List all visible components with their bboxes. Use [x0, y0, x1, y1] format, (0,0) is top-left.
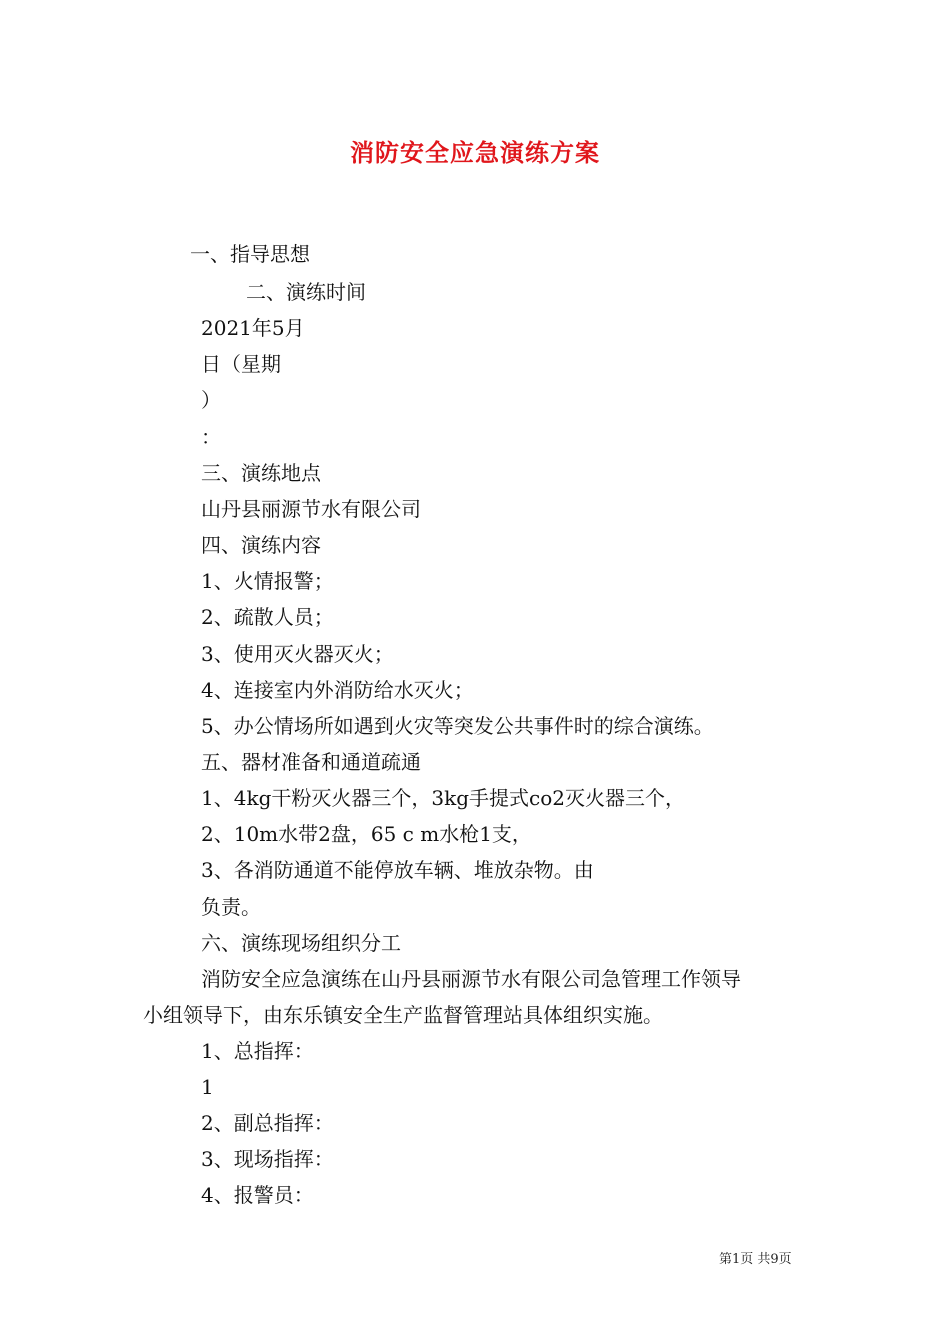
- list-item: 5、办公情场所如遇到火灾等突发公共事件时的综合演练。: [201, 714, 714, 738]
- drill-weekday-line: 日（星期: [201, 352, 281, 376]
- section-heading-drill-time: 二、演练时间: [246, 280, 366, 304]
- list-item: 1、总指挥：: [201, 1039, 314, 1063]
- list-item: 3、使用灭火器灭火；: [201, 642, 394, 666]
- paragraph-line: 小组领导下，由东乐镇安全生产监督管理站具体组织实施。: [143, 1003, 663, 1027]
- paragraph-line: 消防安全应急演练在山丹县丽源节水有限公司急管理工作领导: [201, 967, 741, 991]
- list-item: 2、10m水带2盘，65 c m水枪1支，: [201, 822, 532, 846]
- drill-weekday-close: ）: [201, 388, 221, 412]
- list-item: 1、火情报警；: [201, 569, 334, 593]
- drill-date-line: 2021年5月: [201, 316, 305, 340]
- section-heading-drill-location: 三、演练地点: [201, 461, 321, 485]
- list-item: 1: [201, 1075, 214, 1099]
- responsible-line: 负责。: [201, 895, 261, 919]
- drill-location-value: 山丹县丽源节水有限公司: [201, 497, 421, 521]
- list-item: 3、现场指挥：: [201, 1147, 334, 1171]
- page-title: 消防安全应急演练方案: [350, 138, 600, 167]
- list-item: 4、连接室内外消防给水灭火；: [201, 678, 474, 702]
- drill-time-colon: ：: [201, 425, 221, 449]
- list-item: 1、4kg干粉灭火器三个，3kg手提式co2灭火器三个，: [201, 786, 685, 810]
- list-item: 4、报警员：: [201, 1183, 314, 1207]
- section-heading-equipment: 五、器材准备和通道疏通: [201, 750, 421, 774]
- page-number-footer: 第1页 共9页: [719, 1252, 792, 1267]
- list-item: 2、疏散人员；: [201, 605, 334, 629]
- list-item: 2、副总指挥：: [201, 1111, 334, 1135]
- list-item: 3、各消防通道不能停放车辆、堆放杂物。由: [201, 858, 594, 882]
- section-heading-drill-content: 四、演练内容: [201, 533, 321, 557]
- section-heading-guiding-ideology: 一、指导思想: [190, 242, 310, 266]
- section-heading-organization: 六、演练现场组织分工: [201, 931, 401, 955]
